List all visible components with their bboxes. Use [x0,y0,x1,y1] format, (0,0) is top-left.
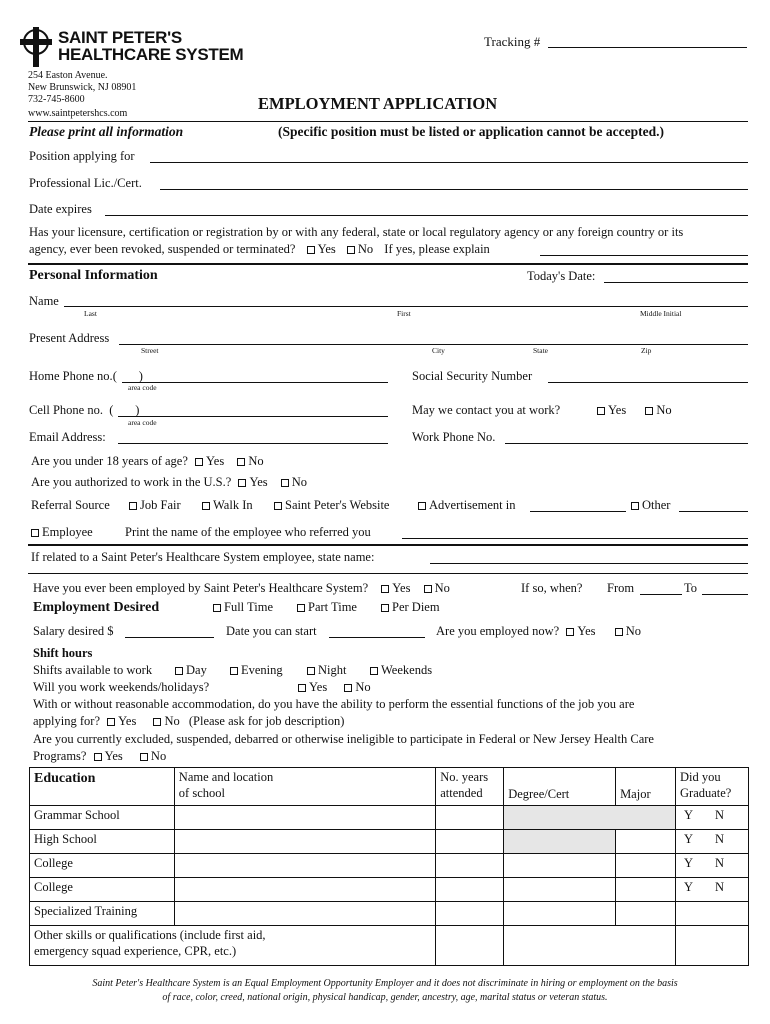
revoked-no-checkbox[interactable] [347,246,355,254]
referral-label: Referral Source [31,498,110,512]
org-address1: 254 Easton Avenue. [28,70,108,81]
day-checkbox[interactable] [175,667,183,675]
explain-field[interactable] [540,255,748,256]
employed-now-yes-checkbox[interactable] [566,628,574,636]
print-note: Please print all information [29,124,184,139]
footer-line1: Saint Peter's Healthcare System is an Equal Employment Opportunity Employer and it does not discriminate in hiring or employment on the basis [92,978,678,989]
full-time-checkbox[interactable] [213,604,221,612]
employee-print-label: Print the name of the employee who referred you [125,525,371,539]
salary-label: Salary desired $ [33,624,114,638]
authorized-row: Are you authorized to work in the U.S.? Yes No [31,475,308,489]
contact-work-yes-checkbox[interactable] [597,407,605,415]
night-checkbox[interactable] [307,667,315,675]
name-first-caption: First [397,309,411,318]
cell-phone-field[interactable] [118,416,388,417]
authorized-yes-checkbox[interactable] [238,479,246,487]
cross-logo-icon [20,27,52,67]
other-checkbox[interactable] [631,502,639,510]
contact-work-question: May we contact you at work? [412,403,561,417]
ssn-field[interactable] [548,382,748,383]
related-label: If related to a Saint Peter's Healthcare System employee, state name: [31,550,375,564]
referral-other: Other [631,499,670,513]
authorized-no-checkbox[interactable] [281,479,289,487]
evening-option: Evening [230,664,283,678]
years-cell[interactable] [436,926,504,966]
excluded-no-checkbox[interactable] [140,753,148,761]
education-row-label: Specialized Training [30,902,175,926]
start-label: Date you can start [226,624,317,638]
position-field[interactable] [150,162,748,163]
degree-cell[interactable] [504,854,616,878]
footer-line2: of race, color, creed, national origin, physical handicap, gender, ancestry, age, marital status or veteran status. [162,992,608,1003]
table-row [30,926,749,966]
to-label: To [684,581,698,595]
revoked-yes-checkbox[interactable] [307,246,315,254]
tracking-label: Tracking # [484,34,541,49]
employed-before-no-checkbox[interactable] [424,585,432,593]
from-label: From [607,581,635,595]
ssn-label: Social Security Number [412,369,533,383]
contact-work-options: Yes No [597,404,672,418]
education-table [29,767,749,966]
graduate-cell: Y N [676,854,749,878]
email-field[interactable] [118,443,388,444]
school-name-cell[interactable] [174,854,435,878]
school-name-cell[interactable] [174,878,435,902]
todays-date-label: Today's Date: [527,269,596,283]
if-so-label: If so, when? [521,581,583,595]
other-field[interactable] [679,511,748,512]
accommodation-no-checkbox[interactable] [153,718,161,726]
table-row [30,806,749,830]
weekends-holidays-options: Yes No [298,681,371,695]
education-col-graduate: Did you Graduate? [676,768,749,806]
advertisement-checkbox[interactable] [418,502,426,510]
home-phone-label: Home Phone no.( ) [29,369,143,383]
major-cell[interactable] [616,902,676,926]
position-note: (Specific position must be listed or application cannot be accepted.) [278,124,664,139]
years-cell[interactable] [436,902,504,926]
position-label: Position applying for [29,149,135,163]
name-field[interactable] [64,306,748,307]
related-field[interactable] [430,563,748,564]
employed-now-no-checkbox[interactable] [615,628,623,636]
section-rule-related [28,544,748,546]
under18-no-checkbox[interactable] [237,458,245,466]
org-website: www.saintpetershcs.com [28,108,128,119]
graduate-cell: Y N [676,806,749,830]
school-name-cell[interactable] [174,902,435,926]
graduate-cell: Y N [676,830,749,854]
cell-phone-label: Cell Phone no. ( ) [29,403,140,417]
table-row [30,854,749,878]
shaded-cell [504,806,676,830]
education-col-name: Name and location of school [174,768,435,806]
page-title: EMPLOYMENT APPLICATION [258,94,498,113]
cell-area-code-caption: area code [128,418,157,427]
night-option: Night [307,664,346,678]
years-cell[interactable] [436,878,504,902]
employed-before-yes-checkbox[interactable] [381,585,389,593]
address-label: Present Address [29,331,110,345]
excluded-yes-checkbox[interactable] [94,753,102,761]
table-row [30,902,749,926]
table-row [30,878,749,902]
org-phone: 732-745-8600 [28,94,85,105]
employee-name-field[interactable] [402,538,748,539]
day-option: Day [175,664,207,678]
employed-before-row: Have you ever been employed by Saint Peter's Healthcare System? Yes No [33,581,450,595]
walk-in-checkbox[interactable] [202,502,210,510]
weekends-holidays-no-checkbox[interactable] [344,684,352,692]
license-field[interactable] [160,189,748,190]
other-skills-label: Other skills or qualifications (include first aid, emergency squad experience, CPR, etc.) [30,926,436,966]
from-field[interactable] [640,594,682,595]
graduate-cell[interactable] [676,926,749,966]
accommodation-line2: applying for? Yes No (Please ask for job description) [33,714,345,728]
email-label: Email Address: [29,430,106,444]
years-cell[interactable] [436,830,504,854]
weekends-holidays-yes-checkbox[interactable] [298,684,306,692]
table-row [30,830,749,854]
tracking-field[interactable] [548,47,747,48]
address-zip-caption: Zip [641,346,652,355]
org-address2: New Brunswick, NJ 08901 [28,82,137,93]
contact-work-no-checkbox[interactable] [645,407,653,415]
education-row-label: College [30,854,175,878]
personal-heading: Personal Information [29,268,158,283]
part-time-checkbox[interactable] [297,604,305,612]
work-phone-field[interactable] [505,443,748,444]
degree-cell[interactable] [504,926,676,966]
education-col-major: Major [616,768,676,806]
major-cell[interactable] [616,854,676,878]
employment-heading: Employment Desired [33,600,160,615]
degree-cell[interactable] [504,878,616,902]
expires-label: Date expires [29,202,92,216]
name-last-caption: Last [84,309,97,318]
major-cell[interactable] [616,878,676,902]
salary-field[interactable] [125,637,214,638]
header-rule [28,121,748,122]
referral-website: Saint Peter's Website [274,499,389,513]
revoked-question-line1: Has your licensure, certification or registration by or with any federal, state or local regulatory agency or any foreign country or its [29,225,684,239]
employee-checkbox[interactable] [31,529,39,537]
revoked-question-line2: agency, ever been revoked, suspended or terminated? Yes No If yes, please explain [29,242,490,256]
under18-row: Are you under 18 years of age? Yes No [31,454,264,468]
expires-field[interactable] [105,215,748,216]
evening-checkbox[interactable] [230,667,238,675]
education-heading: Education [30,768,175,806]
referral-employee: Employee [31,526,93,540]
school-name-cell[interactable] [174,806,435,830]
address-field[interactable] [119,344,748,345]
school-name-cell[interactable] [174,830,435,854]
education-col-years: No. years attended [436,768,504,806]
part-time-option: Part Time [297,601,357,615]
advertisement-field[interactable] [530,511,626,512]
todays-date-field[interactable] [604,282,748,283]
name-label: Name [29,294,59,308]
referral-job-fair: Job Fair [129,499,181,513]
job-fair-checkbox[interactable] [129,502,137,510]
website-checkbox[interactable] [274,502,282,510]
weekends-option: Weekends [370,664,432,678]
referral-advertisement: Advertisement in [418,499,515,513]
education-col-degree: Degree/Cert [504,768,616,806]
years-cell[interactable] [436,854,504,878]
start-field[interactable] [329,637,425,638]
home-area-code-caption: area code [128,383,157,392]
education-row-label: High School [30,830,175,854]
referral-walk-in: Walk In [202,499,253,513]
major-cell[interactable] [616,830,676,854]
work-phone-label: Work Phone No. [412,430,496,444]
graduate-cell[interactable] [676,902,749,926]
address-city-caption: City [432,346,445,355]
per-diem-checkbox[interactable] [381,604,389,612]
weekends-holidays-label: Will you work weekends/holidays? [33,680,210,694]
excluded-line2: Programs? Yes No [33,749,167,763]
address-street-caption: Street [141,346,159,355]
years-cell[interactable] [436,806,504,830]
shifts-available-label: Shifts available to work [33,663,153,677]
home-phone-field[interactable] [122,382,388,383]
under18-yes-checkbox[interactable] [195,458,203,466]
excluded-line1: Are you currently excluded, suspended, debarred or otherwise ineligible to participate in Federal or New Jersey Health Care [33,732,654,746]
education-header-row [30,768,749,806]
employed-now-row: Are you employed now? Yes No [436,624,641,638]
shaded-cell [504,830,616,854]
to-field[interactable] [702,594,748,595]
license-label: Professional Lic./Cert. [29,176,142,190]
section-rule-personal [28,263,748,265]
graduate-cell: Y N [676,878,749,902]
org-name-line1: SAINT PETER'S [58,28,182,47]
section-rule-employment [28,573,748,574]
org-name-line2: HEALTHCARE SYSTEM [58,45,244,64]
accommodation-line1: With or without reasonable accommodation, do you have the ability to perform the essential functions of the job you are [33,697,635,711]
degree-cell[interactable] [504,902,616,926]
per-diem-option: Per Diem [381,601,440,615]
accommodation-yes-checkbox[interactable] [107,718,115,726]
full-time-option: Full Time [213,601,273,615]
weekends-checkbox[interactable] [370,667,378,675]
logo [20,27,244,67]
education-row-label: College [30,878,175,902]
education-row-label: Grammar School [30,806,175,830]
shift-heading: Shift hours [33,646,93,660]
name-middle-caption: Middle Initial [640,309,682,318]
address-state-caption: State [533,346,548,355]
